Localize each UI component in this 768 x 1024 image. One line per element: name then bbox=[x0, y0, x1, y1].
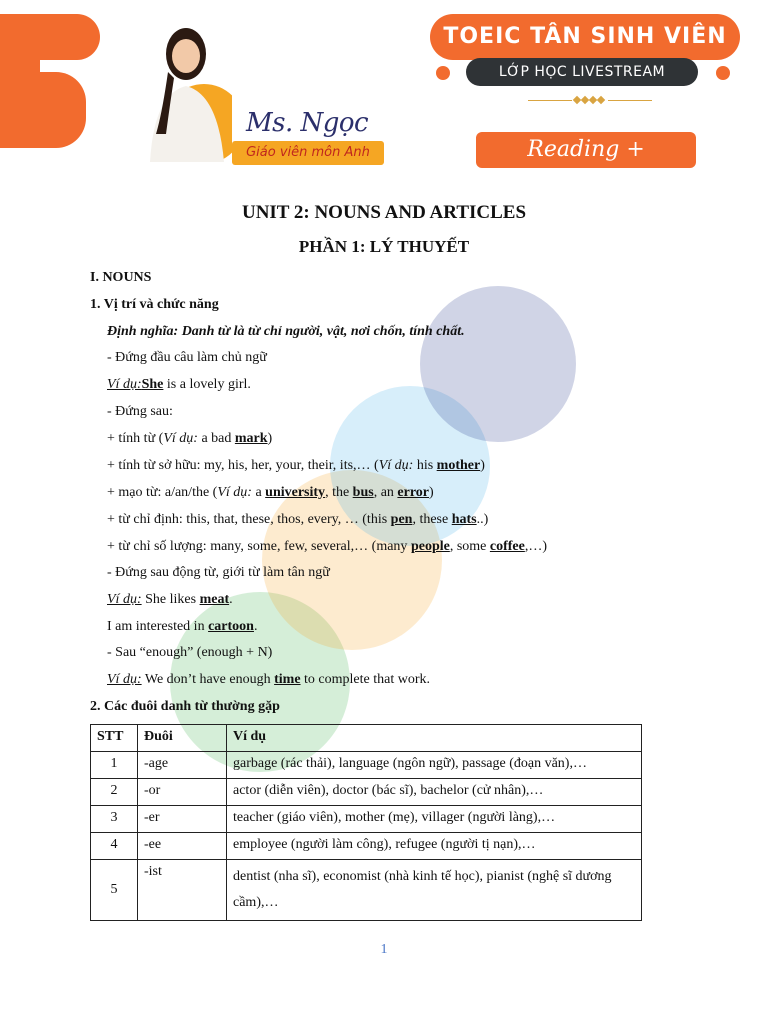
subheading-position-function: 1. Vị trí và chức năng bbox=[90, 297, 219, 312]
key-noun: pen bbox=[390, 512, 413, 527]
rule-article bbox=[107, 485, 434, 501]
cell-example: actor (diễn viên), doctor (bác sĩ), bachelor (cử nhân),… bbox=[227, 779, 642, 806]
decor-dot-right bbox=[716, 66, 730, 80]
rule-text: a bad bbox=[197, 431, 235, 446]
page-subtitle: PHẦN 1: LÝ THUYẾT bbox=[298, 237, 470, 256]
rule-enough: - Sau “enough” (enough + N) bbox=[107, 645, 273, 660]
column-header-suffix: Đuôi bbox=[138, 725, 227, 752]
ornament-diamond bbox=[597, 96, 605, 104]
cell-stt: 3 bbox=[91, 806, 138, 833]
key-noun: meat bbox=[199, 592, 230, 607]
rule-text: + tính từ ( bbox=[107, 431, 164, 446]
rule-subject: - Đứng đầu câu làm chủ ngữ bbox=[107, 350, 267, 365]
cell-suffix: -ist bbox=[138, 860, 227, 921]
table-row bbox=[91, 833, 642, 860]
logo-mark-stem bbox=[0, 40, 40, 100]
rule-text: , some bbox=[449, 539, 490, 554]
example-text: is a lovely girl. bbox=[163, 377, 251, 392]
decor-dot-left bbox=[436, 66, 450, 80]
teacher-role: Giáo viên môn Anh bbox=[232, 141, 384, 165]
teacher-photo bbox=[140, 14, 232, 162]
page-number: 1 bbox=[380, 942, 388, 957]
example-label: Ví dụ: bbox=[163, 431, 198, 446]
example-label: Ví dụ: bbox=[107, 592, 142, 607]
ornament-line-right bbox=[608, 100, 652, 101]
key-noun: mother bbox=[436, 458, 481, 473]
rule-text: + từ chỉ số lượng: many, some, few, several,… (many bbox=[107, 539, 411, 554]
example-label: Ví dụ: bbox=[107, 672, 142, 687]
rule-object: - Đứng sau động từ, giới từ làm tân ngữ bbox=[107, 565, 330, 580]
rule-after: - Đứng sau: bbox=[107, 404, 173, 419]
cell-example: dentist (nha sĩ), economist (nhà kinh tế học), pianist (nghệ sĩ dương cầm),… bbox=[227, 860, 642, 921]
section-heading-nouns: I. NOUNS bbox=[90, 270, 152, 285]
example-text: She likes bbox=[141, 592, 200, 607]
key-noun: mark bbox=[234, 431, 268, 446]
key-noun: hats bbox=[451, 512, 477, 527]
cell-suffix: -er bbox=[138, 806, 227, 833]
cell-suffix: -or bbox=[138, 779, 227, 806]
example-text: I am interested in bbox=[107, 619, 209, 634]
suffix-table bbox=[90, 724, 642, 921]
rule-text: ) bbox=[267, 431, 273, 446]
key-noun: coffee bbox=[489, 539, 525, 554]
cell-example: teacher (giáo viên), mother (mẹ), villager (người làng),… bbox=[227, 806, 642, 833]
brand-title: TOEIC TÂN SINH VIÊN bbox=[430, 14, 740, 60]
example-line bbox=[107, 592, 233, 608]
rule-text: ..) bbox=[476, 512, 489, 527]
watermark-circle-navy bbox=[420, 286, 576, 442]
key-noun: bus bbox=[352, 485, 374, 500]
brand-subtitle: LỚP HỌC LIVESTREAM bbox=[466, 58, 698, 86]
example-line bbox=[107, 377, 251, 393]
teacher-name: Ms. Ngọc bbox=[246, 108, 369, 138]
cell-example: garbage (rác thải), language (ngôn ngữ), passage (đoạn văn),… bbox=[227, 752, 642, 779]
cell-example: employee (người làm công), refugee (người tị nạn),… bbox=[227, 833, 642, 860]
rule-text: , the bbox=[325, 485, 353, 500]
example-text: We don’t have enough bbox=[141, 672, 275, 687]
rule-possessive bbox=[107, 458, 485, 474]
table-header-row bbox=[91, 725, 642, 752]
table-row bbox=[91, 806, 642, 833]
example-label: Ví dụ: bbox=[107, 377, 142, 392]
rule-text: , an bbox=[373, 485, 398, 500]
cell-stt: 5 bbox=[91, 860, 138, 921]
rule-text: + từ chỉ định: this, that, these, thos, every, … (this bbox=[107, 512, 391, 527]
cell-stt: 2 bbox=[91, 779, 138, 806]
example-label: Ví dụ: bbox=[217, 485, 252, 500]
rule-text: ) bbox=[480, 458, 485, 473]
rule-text: a bbox=[251, 485, 266, 500]
table-row bbox=[91, 752, 642, 779]
skill-badge: Reading + Listening bbox=[476, 132, 696, 168]
example-line bbox=[107, 619, 257, 635]
cell-stt: 4 bbox=[91, 833, 138, 860]
key-noun: university bbox=[265, 485, 326, 500]
definition: Định nghĩa: Danh từ là từ chỉ người, vật, nơi chốn, tính chất. bbox=[107, 324, 465, 339]
example-text: . bbox=[229, 592, 233, 607]
rule-adjective bbox=[107, 431, 272, 447]
page-title: UNIT 2: NOUNS AND ARTICLES bbox=[241, 202, 527, 223]
key-noun: people bbox=[410, 539, 450, 554]
cell-stt: 1 bbox=[91, 752, 138, 779]
column-header-stt: STT bbox=[91, 725, 138, 752]
key-noun: cartoon bbox=[208, 619, 254, 634]
key-noun: error bbox=[397, 485, 430, 500]
rule-quantifier bbox=[107, 539, 547, 555]
example-line bbox=[107, 672, 430, 688]
table-row bbox=[91, 860, 642, 921]
key-noun: time bbox=[274, 672, 301, 687]
example-label: Ví dụ: bbox=[378, 458, 414, 473]
rule-text: his bbox=[413, 458, 437, 473]
subheading-suffixes: 2. Các đuôi danh từ thường gặp bbox=[90, 699, 280, 714]
rule-text: + tính từ sở hữu: my, his, her, your, their, its,… ( bbox=[107, 458, 379, 473]
ornament-line-left bbox=[528, 100, 572, 101]
rule-demonstrative bbox=[107, 512, 488, 528]
example-text: to complete that work. bbox=[300, 672, 431, 687]
rule-text: ) bbox=[429, 485, 434, 500]
example-text: . bbox=[253, 619, 258, 634]
rule-text: , these bbox=[412, 512, 452, 527]
key-noun: She bbox=[141, 377, 164, 392]
table-row bbox=[91, 779, 642, 806]
rule-text: ,…) bbox=[524, 539, 548, 554]
cell-suffix: -ee bbox=[138, 833, 227, 860]
column-header-example: Ví dụ bbox=[227, 725, 642, 752]
rule-text: + mạo từ: a/an/the ( bbox=[107, 485, 218, 500]
cell-suffix: -age bbox=[138, 752, 227, 779]
